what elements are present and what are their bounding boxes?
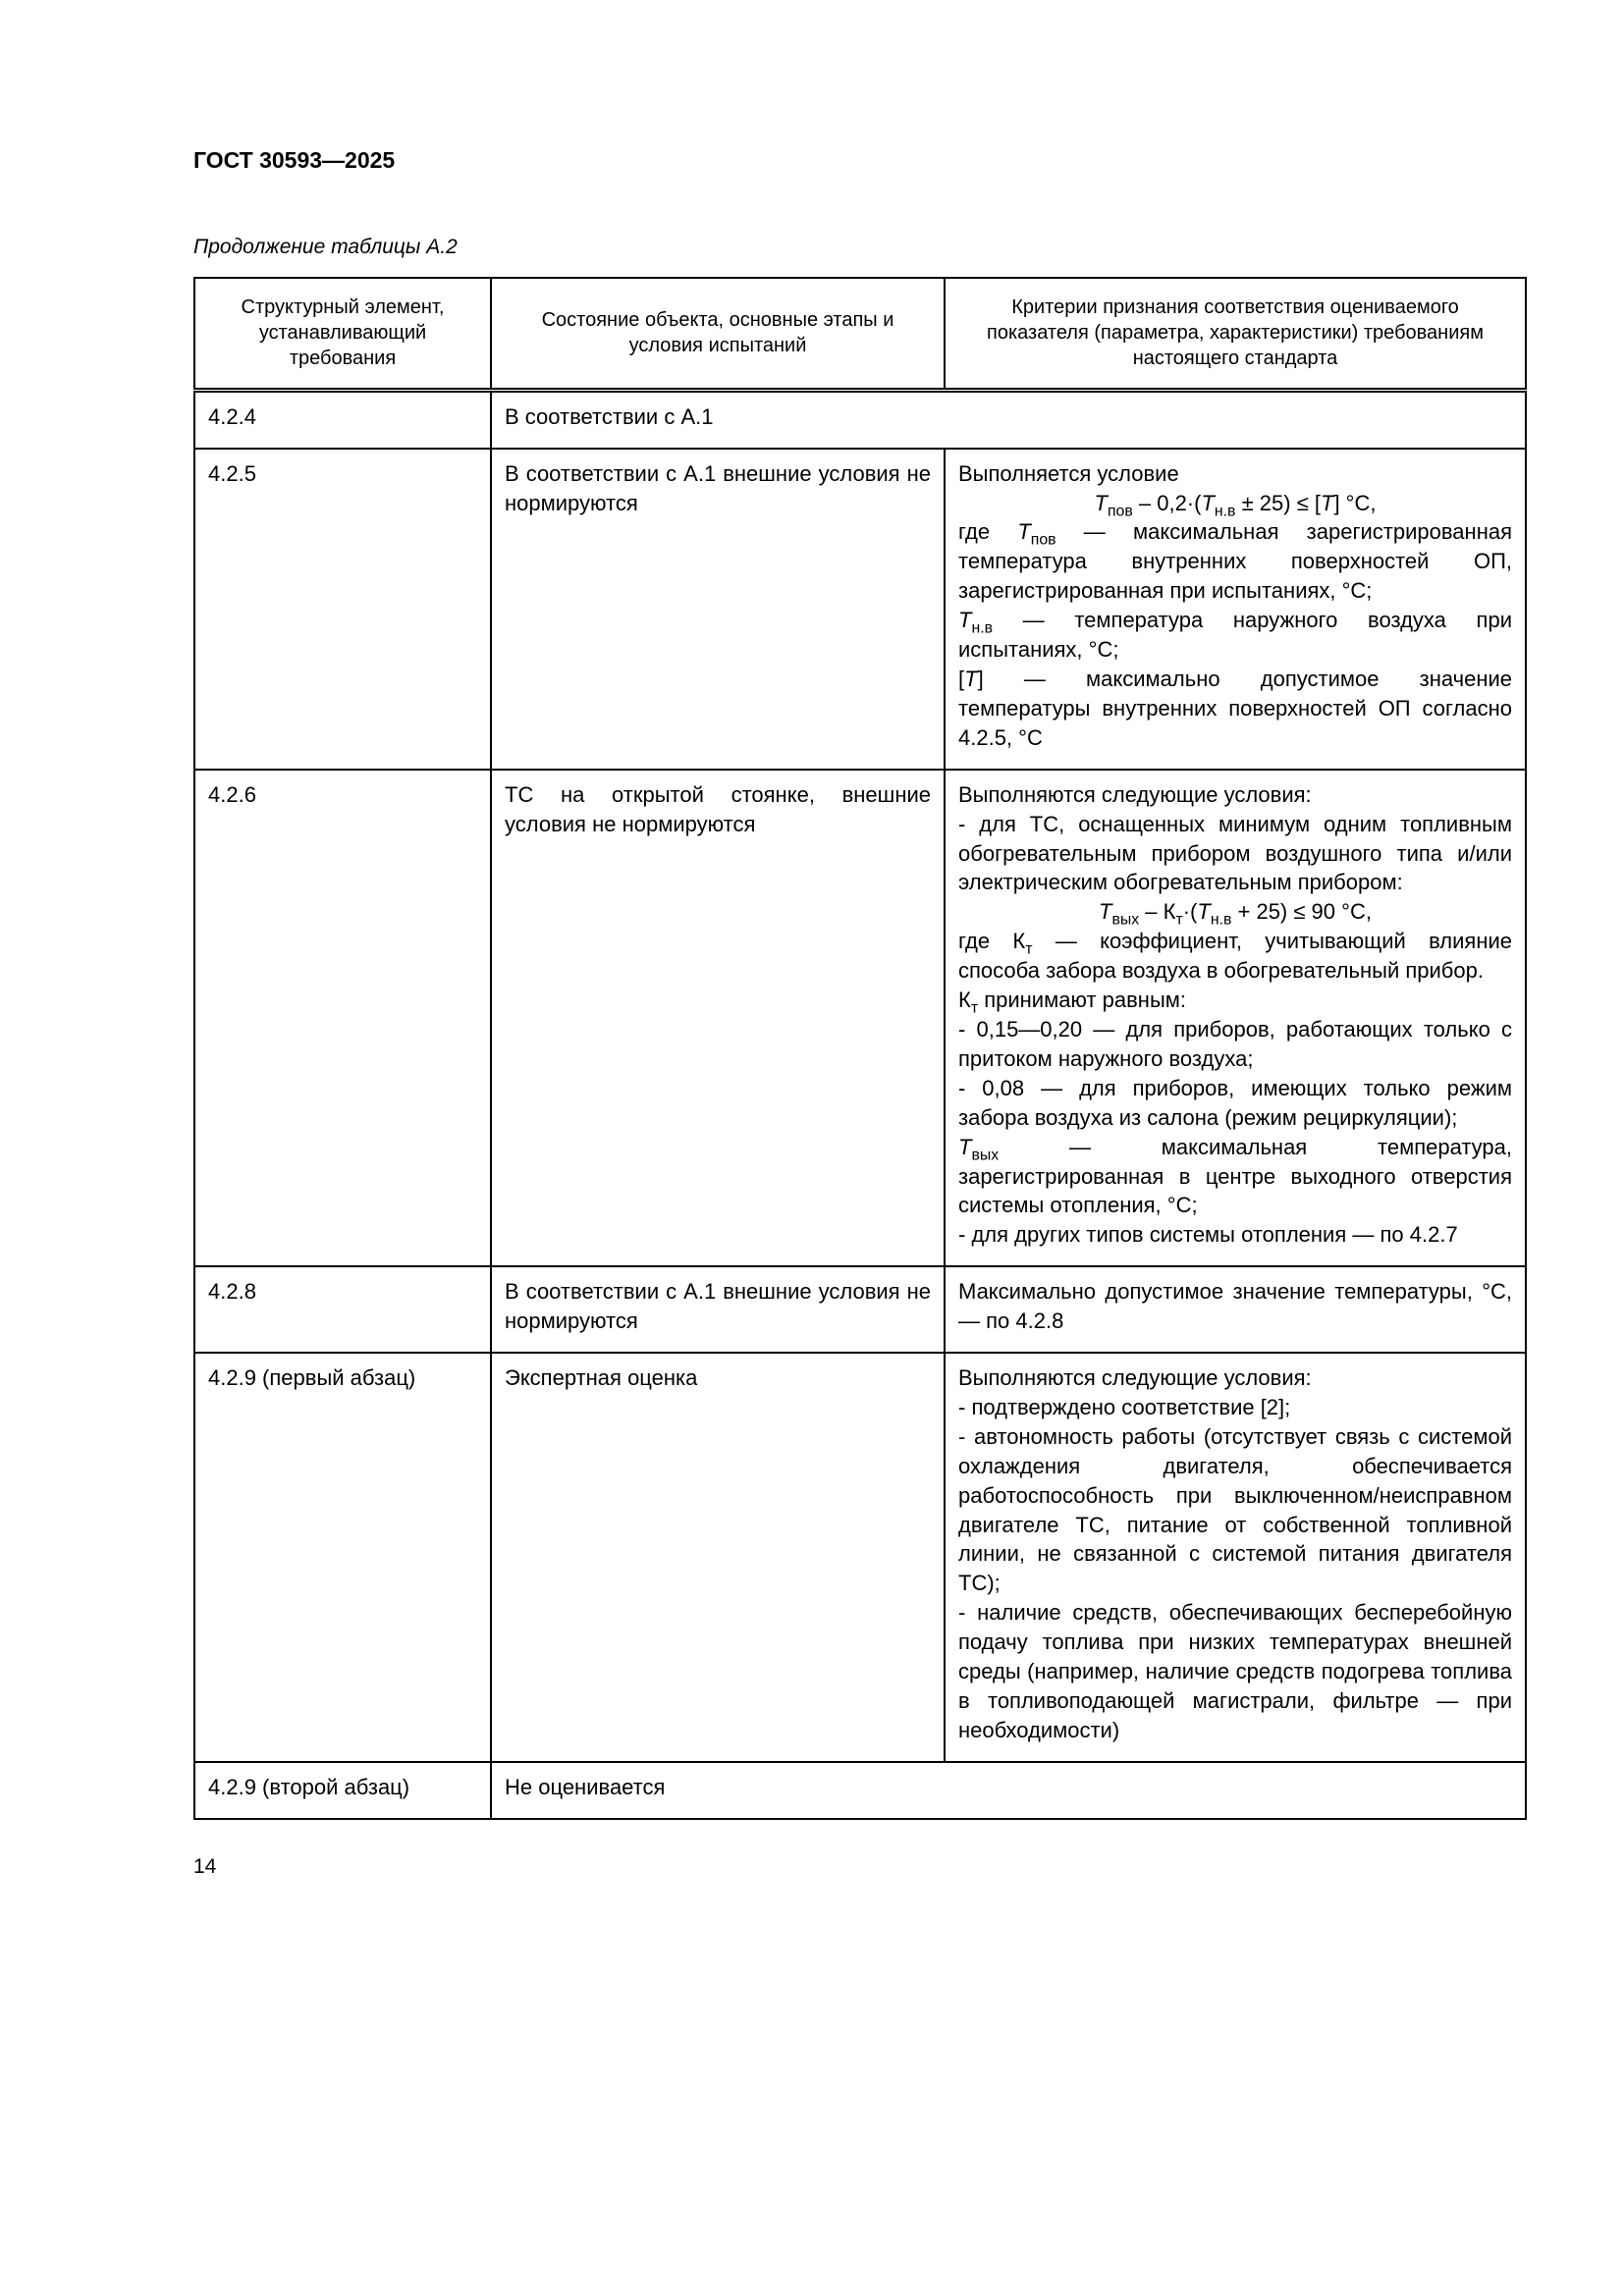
formula: $T_{пов} - 0,2\cdot(T_{н.в} \pm 25) \le [T]$ °С, [1094, 490, 1377, 519]
cell-object-state [491, 1762, 1526, 1819]
cell-object-state [491, 390, 1526, 448]
paragraph: В соответствии с А.1 внешние условия не нормируются [505, 1279, 931, 1334]
paragraph: где $T_{пов}$ — максимальная зарегистрированная температура внутренних поверхностей ОП, зарегистрированная при испытаниях, °С; [958, 519, 1512, 604]
cell-criteria [945, 449, 1526, 770]
paragraph: Экспертная оценка [505, 1365, 698, 1391]
cell-structural-element: 4.2.8 [194, 1266, 491, 1353]
table-row [194, 390, 1526, 448]
table-row [194, 449, 1526, 770]
cell-criteria [945, 1266, 1526, 1353]
column-header-test-conditions: Состояние объекта, основные этапы и условия испытаний [491, 278, 945, 391]
cell-criteria [945, 770, 1526, 1267]
paragraph: ТС на открытой стоянке, внешние условия не нормируются [505, 781, 931, 836]
paragraph: - 0,08 — для приборов, имеющих только режим забора воздуха из салона (режим рециркуляции); [958, 1075, 1512, 1130]
table-row [194, 1353, 1526, 1762]
paragraph: - автономность работы (отсутствует связь с системой охлаждения двигателя, обеспечивается работоспособность при выключенном/неисправном двигателе ТС, питание от собственной топливной линии, не связанной с системой питания двигателя ТС); [958, 1423, 1512, 1596]
cell-object-state [491, 449, 945, 770]
cell-structural-element: 4.2.9 (первый абзац) [194, 1353, 491, 1762]
cell-criteria [945, 1353, 1526, 1762]
table-header-row [194, 278, 1526, 391]
cell-structural-element: 4.2.5 [194, 449, 491, 770]
paragraph: [T] — максимально допустимое значение температуры внутренних поверхностей ОП согласно 4.2.5, °С [958, 667, 1512, 750]
paragraph: $T_{н.в}$ — температура наружного воздуха при испытаниях, °С; [958, 608, 1512, 663]
cell-structural-element: 4.2.4 [194, 390, 491, 448]
column-header-structural-element: Структурный элемент, устанавливающий требования [194, 278, 491, 391]
paragraph: - подтверждено соответствие [2]; [958, 1394, 1291, 1419]
cell-structural-element: 4.2.6 [194, 770, 491, 1267]
paragraph: - для других типов системы отопления — по 4.2.7 [958, 1222, 1458, 1248]
cell-structural-element: 4.2.9 (второй абзац) [194, 1762, 491, 1819]
table-caption: Продолжение таблицы А.2 [193, 235, 458, 258]
paragraph: Максимально допустимое значение температуры, °С, — по 4.2.8 [958, 1279, 1512, 1334]
paragraph: $К_т$ принимают равным: [958, 988, 1186, 1017]
paragraph: - для ТС, оснащенных минимум одним топливным обогревательным прибором воздушного типа и/или электрическим обогревательным прибором: [958, 811, 1512, 895]
paragraph: $T_{вых}$ — максимальная температура, зарегистрированная в центре выходного отверстия системы отопления, °С; [958, 1134, 1512, 1218]
paragraph: Выполняется условие [958, 460, 1179, 486]
paragraph: В соответствии с А.1 внешние условия не нормируются [505, 460, 931, 515]
cell-object-state [491, 1266, 945, 1353]
table-row [194, 770, 1526, 1267]
table-body [194, 390, 1526, 1818]
cell-object-state [491, 1353, 945, 1762]
paragraph: Не оценивается [505, 1774, 666, 1799]
table-row [194, 1762, 1526, 1819]
column-header-criteria: Критерии признания соответствия оцениваемого показателя (параметра, характеристики) требованиям настоящего стандарта [945, 278, 1526, 391]
paragraph: - наличие средств, обеспечивающих бесперебойную подачу топлива при низких температурах внешней среды (например, наличие средств подогрева топлива в топливоподающей магистрали, фильтре — при необходимости) [958, 1600, 1512, 1742]
paragraph: В соответствии с А.1 [505, 403, 714, 429]
formula: $T_{вых} - К_т\cdot(T_{н.в} + 25) \le 90$ °С, [1099, 899, 1372, 929]
page-number: 14 [193, 1854, 217, 1878]
paragraph: Выполняются следующие условия: [958, 1365, 1312, 1391]
paragraph: Выполняются следующие условия: [958, 781, 1312, 807]
cell-object-state [491, 770, 945, 1267]
requirements-table [193, 277, 1527, 1820]
document-title: ГОСТ 30593—2025 [193, 147, 396, 173]
table-row [194, 1266, 1526, 1353]
paragraph: где $К_т$ — коэффициент, учитывающий влияние способа забора воздуха в обогревательный прибор. [958, 929, 1512, 984]
paragraph: - 0,15—0,20 — для приборов, работающих только с притоком наружного воздуха; [958, 1016, 1512, 1071]
